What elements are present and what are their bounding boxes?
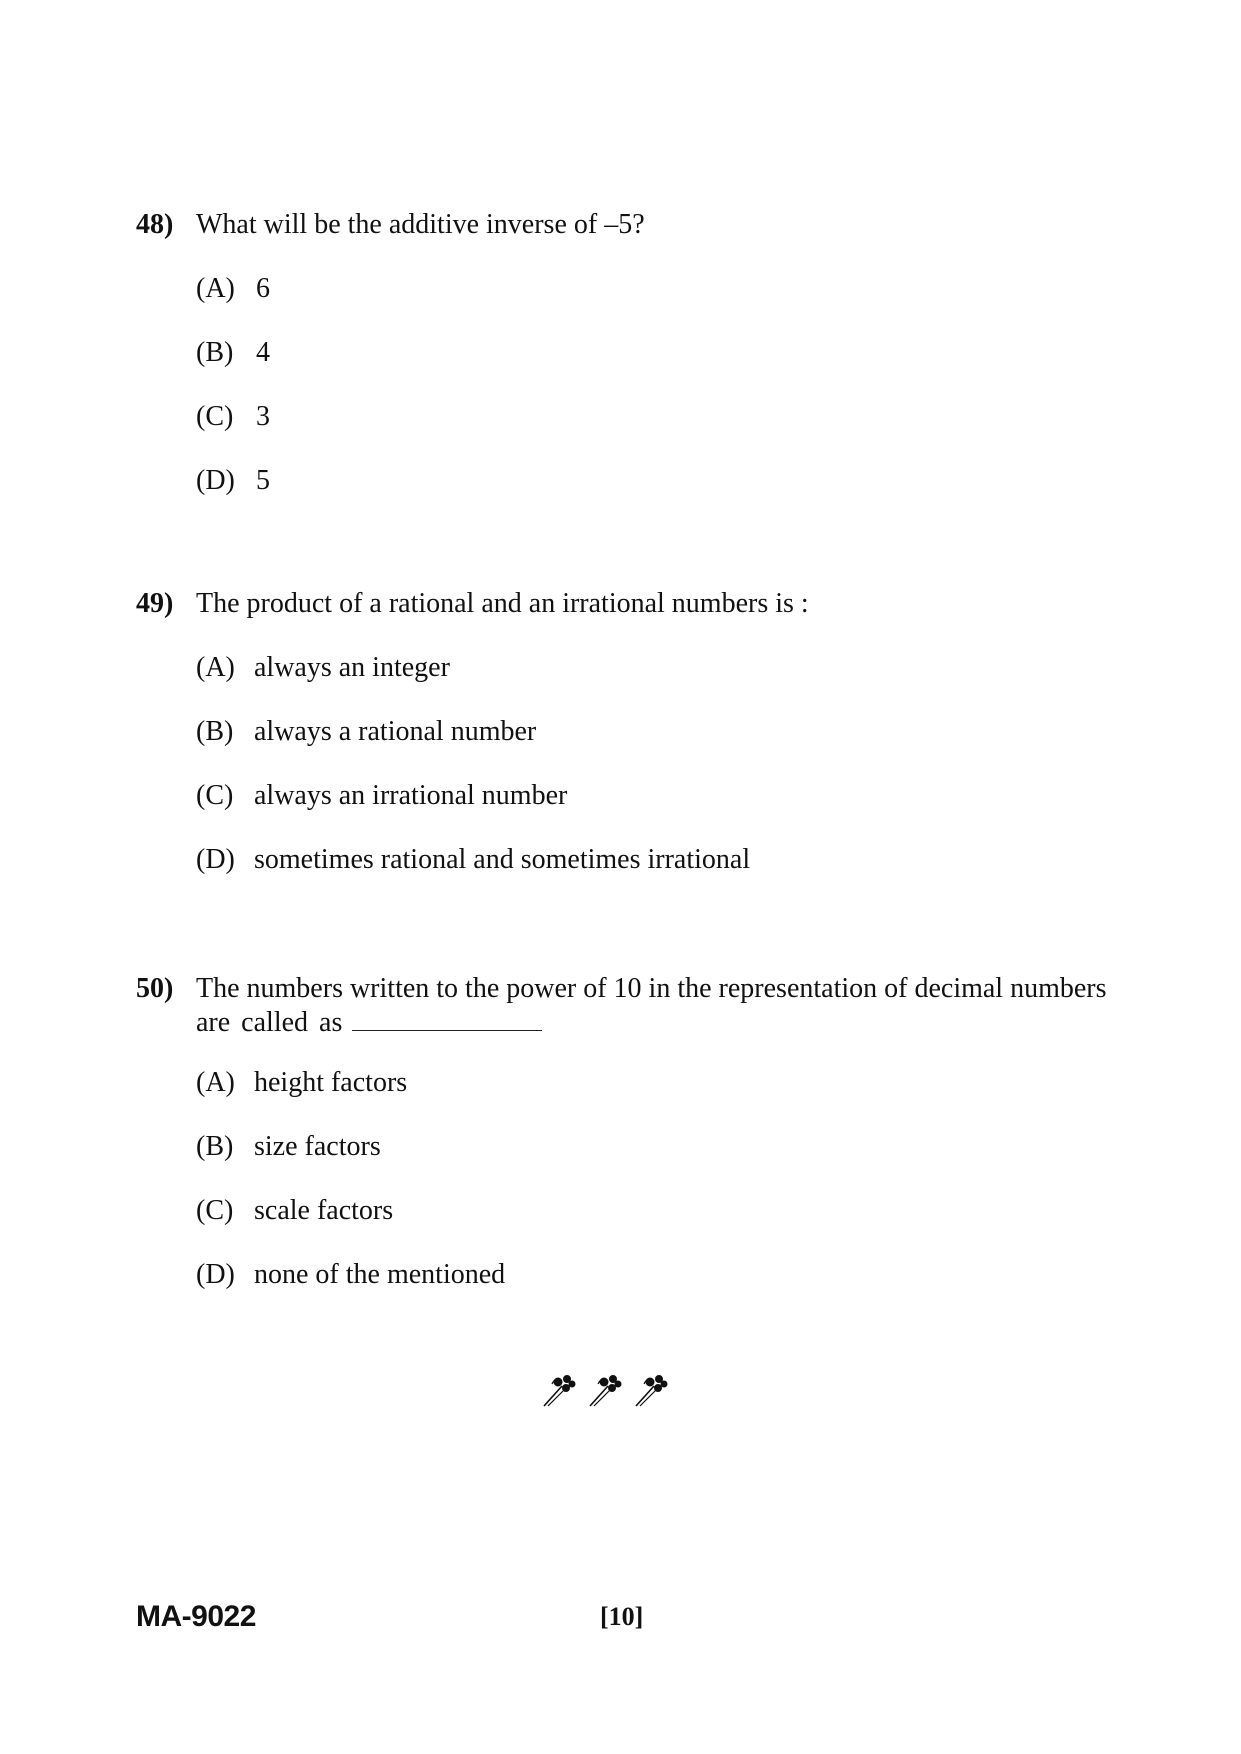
option-label: (A) xyxy=(196,1067,235,1098)
question-header xyxy=(136,587,1116,621)
option-text: always an irrational number xyxy=(254,780,568,811)
option-text: size factors xyxy=(254,1131,381,1162)
option-a xyxy=(196,272,1116,306)
option-d xyxy=(196,1258,1116,1292)
option-b xyxy=(196,715,1116,749)
option-text: always an integer xyxy=(254,652,450,683)
question-number: 48) xyxy=(136,209,174,240)
question-number: 50) xyxy=(136,973,174,1004)
option-text: 3 xyxy=(256,401,270,432)
option-text: 6 xyxy=(256,273,270,304)
option-text: height factors xyxy=(254,1067,408,1098)
option-text: 4 xyxy=(256,337,270,368)
question-text-continued: are called as xyxy=(196,1007,343,1038)
option-label: (C) xyxy=(196,780,234,811)
flower-bouquet-icon xyxy=(544,1376,667,1407)
option-label: (C) xyxy=(196,401,234,432)
option-label: (D) xyxy=(196,465,235,496)
option-d xyxy=(196,843,1116,877)
flower-bouquet-icon xyxy=(540,1370,680,1410)
option-label: (A) xyxy=(196,652,235,683)
option-c xyxy=(196,400,1116,434)
question-text: The numbers written to the power of 10 in the representation of decimal numbers xyxy=(196,973,1107,1004)
option-list xyxy=(196,651,1116,877)
question-49 xyxy=(136,587,1116,907)
option-label: (D) xyxy=(196,844,235,875)
option-text: always a rational number xyxy=(254,716,537,747)
question-48 xyxy=(136,208,1116,528)
option-a xyxy=(196,651,1116,685)
option-d xyxy=(196,464,1116,498)
option-text: none of the mentioned xyxy=(254,1259,506,1290)
option-b xyxy=(196,1130,1116,1164)
option-label: (B) xyxy=(196,716,234,747)
option-label: (B) xyxy=(196,1131,234,1162)
option-list xyxy=(196,1066,1116,1292)
option-label: (B) xyxy=(196,337,234,368)
page-number: [10] xyxy=(600,1602,644,1631)
option-text: scale factors xyxy=(254,1195,394,1226)
paper-code: MA-9022 xyxy=(136,1600,256,1633)
question-number: 49) xyxy=(136,588,174,619)
question-50 xyxy=(136,972,1116,1322)
option-text: sometimes rational and sometimes irrational xyxy=(254,844,751,875)
option-label: (D) xyxy=(196,1259,235,1290)
option-label: (C) xyxy=(196,1195,234,1226)
option-text: 5 xyxy=(256,465,270,496)
question-text: What will be the additive inverse of –5? xyxy=(196,209,645,240)
option-c xyxy=(196,779,1116,813)
option-label: (A) xyxy=(196,273,235,304)
question-text: The product of a rational and an irrational numbers is : xyxy=(196,588,809,619)
option-list xyxy=(196,272,1116,498)
answer-blank xyxy=(352,1010,542,1031)
option-b xyxy=(196,336,1116,370)
question-header xyxy=(136,972,1116,1040)
question-header xyxy=(136,208,1116,242)
option-c xyxy=(196,1194,1116,1228)
option-a xyxy=(196,1066,1116,1100)
end-ornament xyxy=(540,1370,680,1410)
question-text-line2 xyxy=(196,1006,1116,1040)
